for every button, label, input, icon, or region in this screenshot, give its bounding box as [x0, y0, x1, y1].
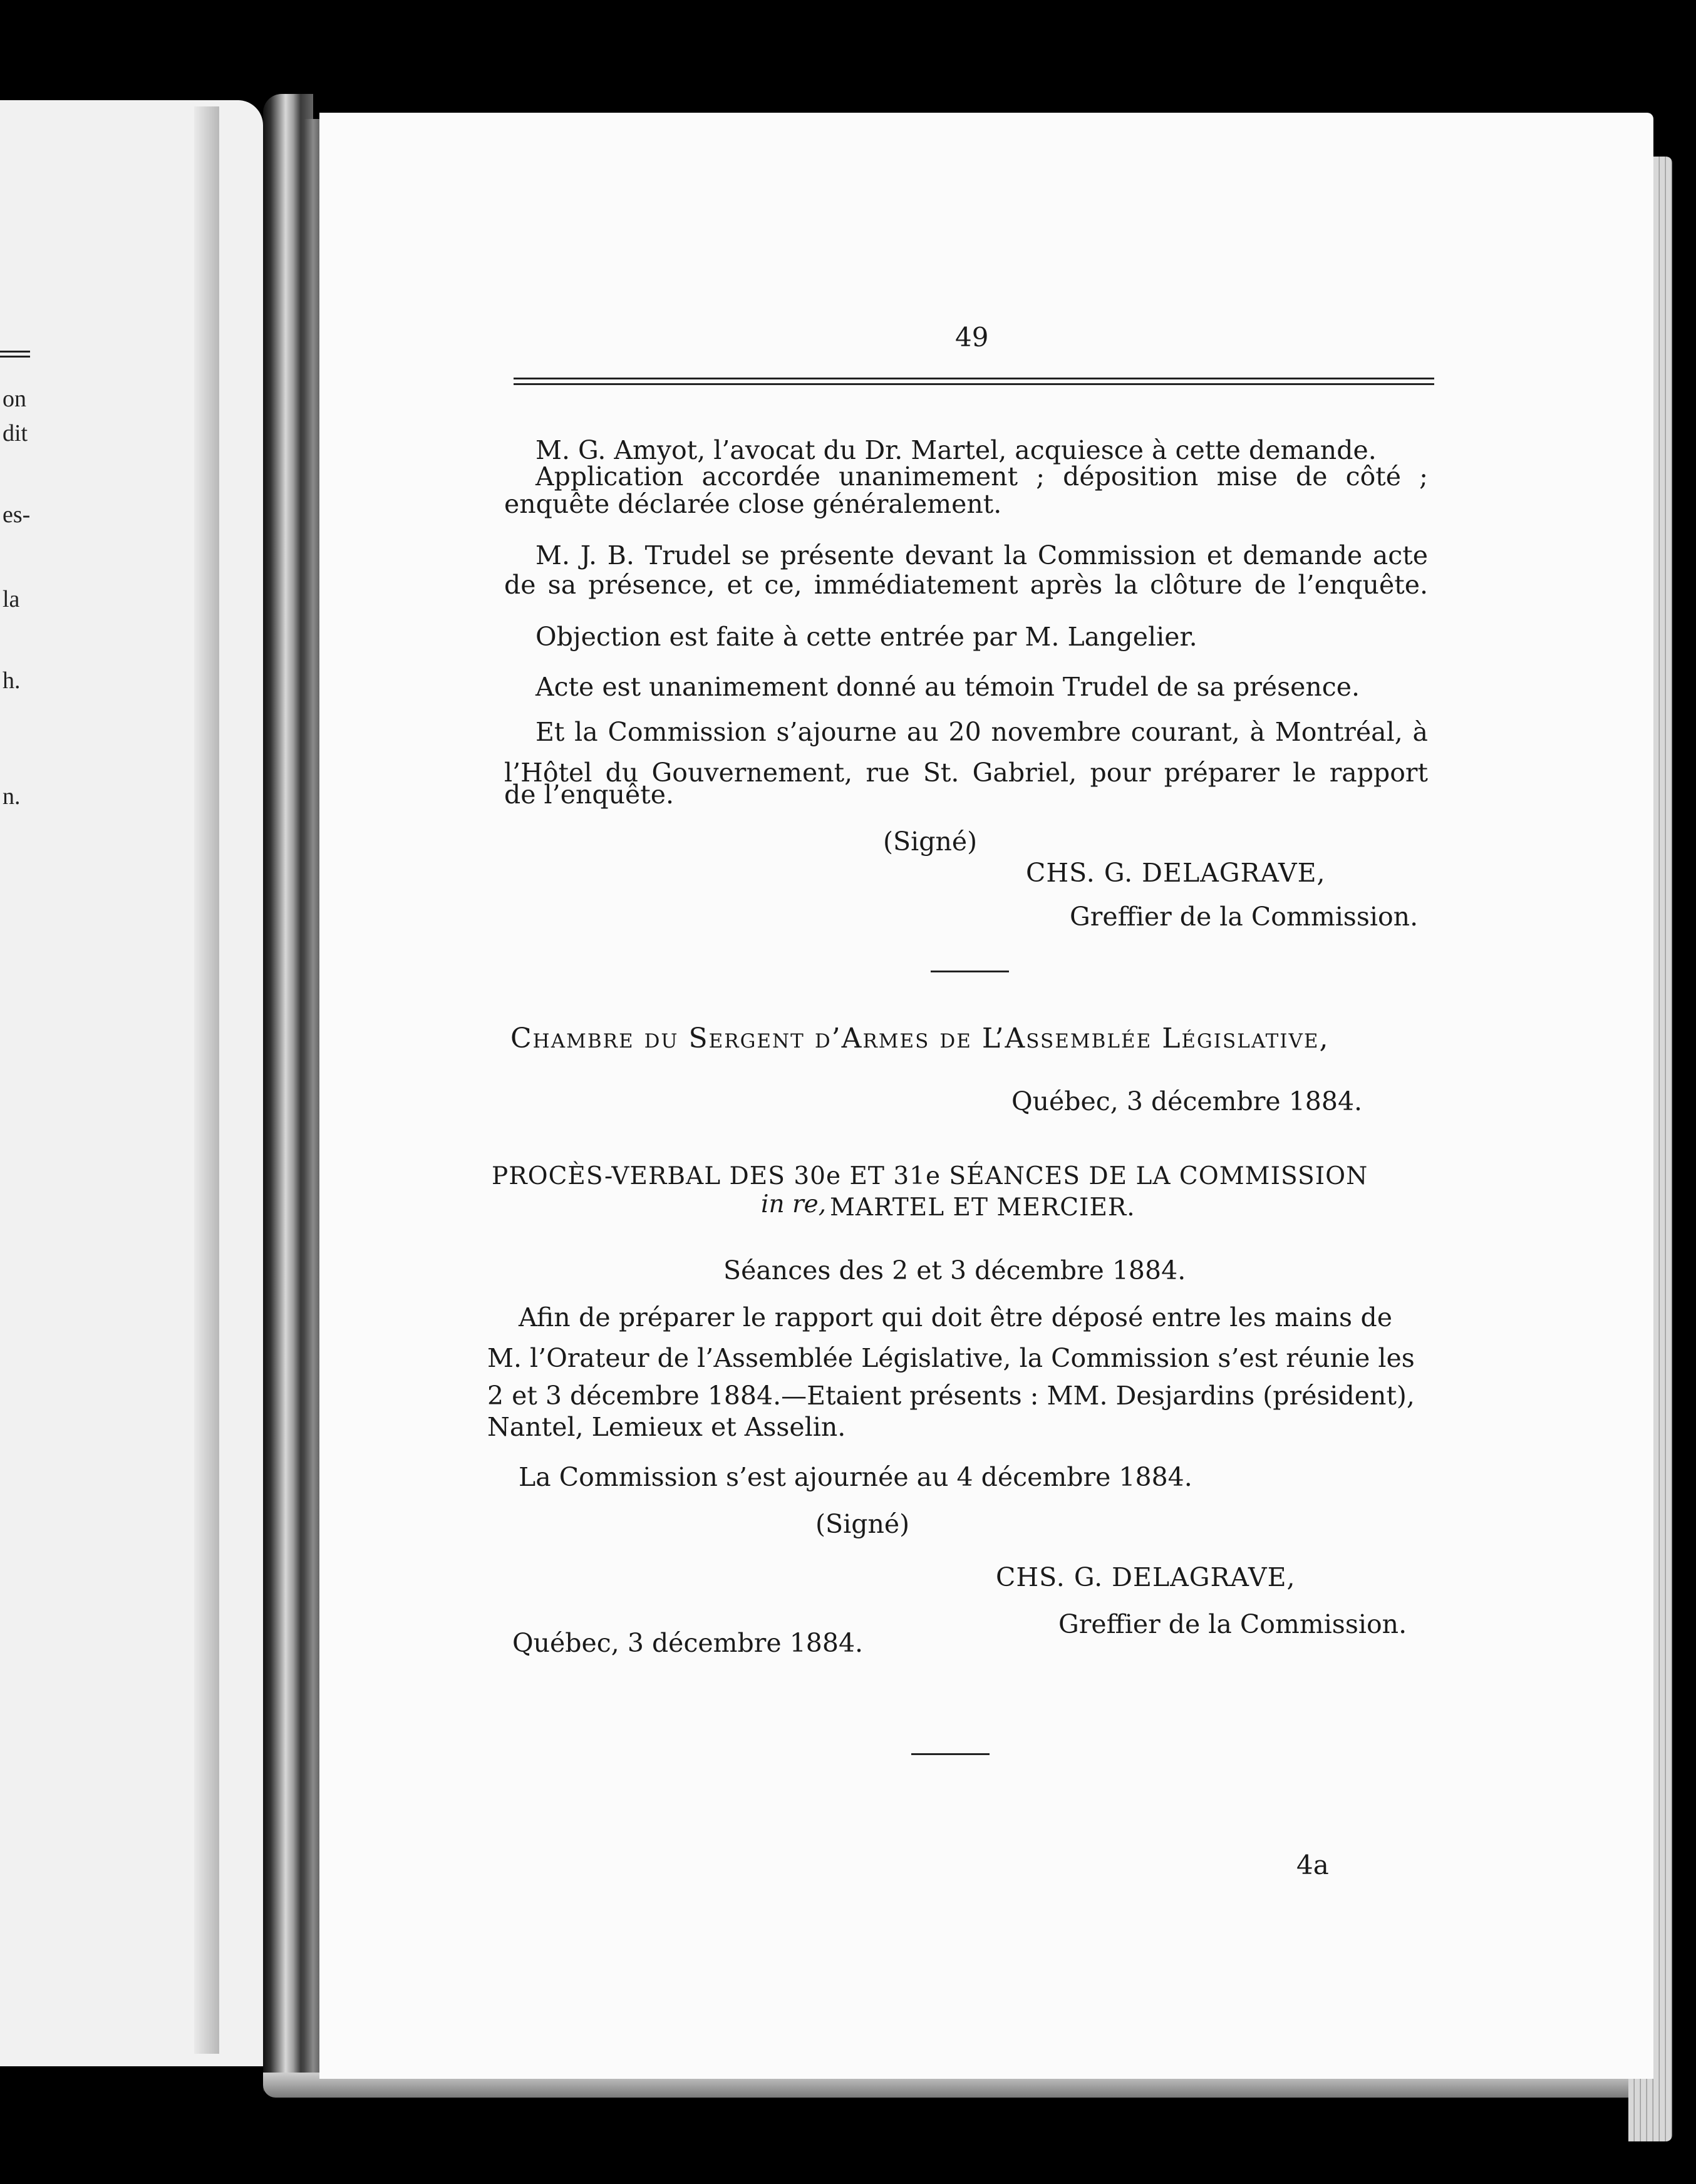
signatory-name: CHS. G. DELAGRAVE, [1026, 858, 1326, 888]
paragraph-adjournment-line: l’Hôtel du Gouvernement, rue St. Gabriel, pour préparer le rapport [504, 758, 1428, 788]
paragraph-amyot: M. G. Amyot, l’avocat du Dr. Martel, acquiesce à cette demande. [535, 435, 1377, 465]
section-divider [931, 971, 1009, 972]
left-facing-page [0, 100, 263, 2066]
closing-place-date: Québec, 3 décembre 1884. [512, 1628, 864, 1658]
left-page-fragment: es- [3, 502, 31, 528]
signatory-title: Greffier de la Commission. [1058, 1609, 1407, 1639]
paragraph-application-line: enquête déclarée close généralement. [504, 489, 1002, 519]
proces-verbal-body-line: Afin de préparer le rapport qui doit être déposé entre les mains de [519, 1302, 1392, 1332]
left-page-rule [0, 356, 30, 358]
left-page-fragment: dit [3, 420, 28, 446]
paragraph-adjournment-line: Et la Commission s’ajourne au 20 novembre courant, à Montréal, à [535, 717, 1428, 747]
proces-verbal-adjournment: La Commission s’est ajournée au 4 décembre 1884. [519, 1462, 1192, 1492]
left-page-fragment: h. [3, 667, 21, 694]
signature-mark: 4a [1296, 1850, 1329, 1880]
proces-verbal-title: PROCÈS-VERBAL DES 30e ET 31e SÉANCES DE LA COMMISSION [492, 1162, 1368, 1190]
proces-verbal-body-line: M. l’Orateur de l’Assemblée Législative, la Commission s’est réunie les [487, 1343, 1415, 1373]
proces-verbal-body-line: 2 et 3 décembre 1884.—Etaient présents : MM. Desjardins (président), [487, 1381, 1415, 1411]
right-page [319, 113, 1653, 2079]
signed-label: (Signé) [815, 1509, 910, 1539]
left-page-fragment: n. [3, 783, 21, 810]
paragraph-acte: Acte est unanimement donné au témoin Trudel de sa présence. [535, 672, 1360, 702]
seances-dates: Séances des 2 et 3 décembre 1884. [723, 1255, 1186, 1285]
closing-divider [911, 1753, 990, 1755]
signed-label: (Signé) [883, 827, 978, 857]
proces-verbal-body-line: Nantel, Lemieux et Asselin. [487, 1412, 846, 1442]
section-place-date: Québec, 3 décembre 1884. [1011, 1086, 1363, 1116]
header-rule [514, 383, 1434, 385]
paragraph-trudel-line: M. J. B. Trudel se présente devant la Commission et demande acte [535, 540, 1428, 570]
left-page-rule [0, 351, 30, 353]
header-rule [514, 378, 1434, 379]
proces-verbal-subject: MARTEL ET MERCIER. [830, 1193, 1135, 1222]
signatory-name: CHS. G. DELAGRAVE, [996, 1562, 1296, 1592]
paragraph-trudel-line: de sa présence, et ce, immédiatement après la clôture de l’enquête. [504, 570, 1428, 600]
left-page-fragment: on [3, 386, 26, 412]
paragraph-adjournment-line: de l’enquête. [504, 780, 675, 810]
paragraph-application-line: Application accordée unanimement ; déposition mise de côté ; [535, 461, 1428, 492]
left-page-fragment: la [3, 586, 20, 612]
section-heading: Chambre du Sergent d’Armes de L’Assemblée Législative, [510, 1022, 1330, 1054]
signatory-title: Greffier de la Commission. [1070, 902, 1419, 932]
proces-verbal-in-re: in re, [761, 1190, 827, 1218]
page-number: 49 [955, 322, 989, 353]
left-page-shadow [194, 106, 219, 2054]
paragraph-objection: Objection est faite à cette entrée par M. Langelier. [535, 622, 1197, 652]
